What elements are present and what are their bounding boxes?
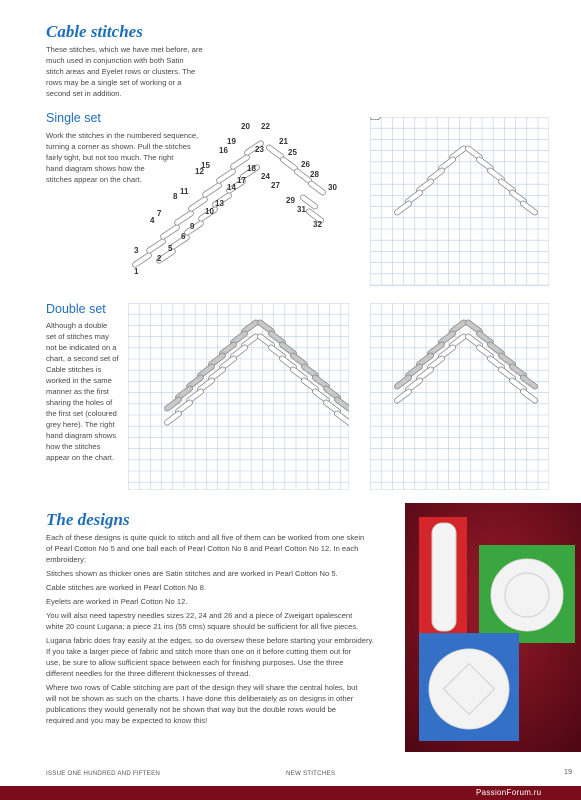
text-line: white 20 count Lugana; a piece 21 ins (55 cms) square should be sufficient for all five pieces. — [46, 622, 359, 631]
text-line: how the stitches — [46, 442, 101, 451]
sequence-number: 14 — [227, 183, 236, 192]
footer-issue: ISSUE ONE HUNDRED AND FIFTEEN — [46, 770, 161, 777]
sequence-number: 17 — [237, 176, 246, 185]
bookmark — [432, 523, 456, 631]
text-line: Work the stitches in the numbered sequence, — [46, 131, 199, 140]
text-line: chart, a second set of — [46, 354, 119, 363]
sequence-number: 29 — [286, 196, 295, 205]
text-line: use, be sure to allow sufficient space between each for finishing purposes. Use the three — [46, 658, 344, 667]
text-line: different needles for the three different thicknesses of thread. — [46, 669, 251, 678]
text-line: publications they would generally not be shown that way but the double rows would be — [46, 705, 337, 714]
text-line: hand diagram shows how the — [46, 164, 145, 173]
text-line: will not be shown as such on the charts. I have done this deliberately as on designs in other — [46, 694, 354, 703]
sequence-number: 26 — [301, 160, 310, 169]
sequence-number: 32 — [313, 220, 322, 229]
sequence-number: 16 — [219, 146, 228, 155]
sequence-number: 10 — [205, 207, 214, 216]
designs-paragraph — [46, 582, 396, 593]
text-line: second set in addition. — [46, 89, 122, 98]
sequence-number: 8 — [173, 192, 178, 201]
sequence-number: 27 — [271, 181, 280, 190]
text-line: of Pearl Cotton No 5 and one ball each of Pearl Cotton No 8 and Pearl Cotton No 12. In each — [46, 544, 359, 553]
text-line: Lugana fabric does fray easily at the edges, so do oversew these before starting your embroidery. — [46, 636, 374, 645]
text-line: appear on the chart. — [46, 453, 114, 462]
text-line: Stitches shown as thicker ones are Satin stitches and are worked in Pearl Cotton No 5. — [46, 569, 338, 578]
text-line: much used in conjunction with both Satin — [46, 56, 184, 65]
double-set-diagram-grid — [128, 303, 349, 490]
designs-paragraph — [46, 682, 396, 726]
text-line: not be indicated on a — [46, 343, 117, 352]
designs-paragraph — [46, 596, 396, 607]
sequence-number: 20 — [241, 122, 250, 131]
sequence-number: 4 — [150, 216, 155, 225]
single-set-numbered-diagram — [125, 116, 350, 286]
text-line: Although a double — [46, 321, 108, 330]
designs-paragraph — [46, 610, 396, 632]
text-line: stitches appear on the chart. — [46, 175, 142, 184]
designs-text — [46, 532, 396, 729]
text-line: the first set (coloured — [46, 409, 117, 418]
cable-stitch — [170, 234, 191, 250]
text-line: If you take a larger piece of fabric and stitch more than one on it before cutting them out for — [46, 647, 352, 656]
cable-stitch — [160, 224, 181, 240]
text-line: stitch areas and Eyelet rows or clusters. The — [46, 67, 196, 76]
text-line: Where two rows of Cable stitching are part of the design they will share the central holes, but — [46, 683, 358, 692]
sequence-number: 2 — [157, 254, 162, 263]
sequence-number: 11 — [180, 187, 189, 196]
sequence-number: 6 — [181, 232, 186, 241]
sequence-number: 12 — [195, 167, 204, 176]
sequence-number: 31 — [297, 205, 306, 214]
text-line: sharing the holes of — [46, 398, 113, 407]
blue-card-motif — [429, 649, 509, 729]
sequence-number: 30 — [328, 183, 337, 192]
subtitle-double-set: Double set — [46, 302, 106, 316]
watermark: PassionForum.ru — [476, 788, 542, 797]
text-line: set of stitches may — [46, 332, 109, 341]
green-card-motif — [491, 559, 563, 631]
designs-paragraph — [46, 568, 396, 579]
text-line: manner as the first — [46, 387, 109, 396]
sequence-number: 3 — [134, 246, 139, 255]
sequence-number: 1 — [134, 267, 139, 276]
sequence-number: 7 — [157, 209, 162, 218]
text-line: grey here). The right — [46, 420, 115, 429]
designs-paragraph — [46, 532, 396, 565]
single-set-chart-grid — [370, 117, 549, 286]
sequence-number: 13 — [215, 199, 224, 208]
cable-stitch — [146, 238, 167, 254]
text-line: fairly tight, but not too much. The right — [46, 153, 174, 162]
sequence-number: 28 — [310, 170, 319, 179]
cable-stitch — [202, 182, 223, 198]
text-line: Cable stitches is — [46, 365, 102, 374]
text-line: hand diagram shows — [46, 431, 117, 440]
text-line: Cable stitches are worked in Pearl Cotton No 8. — [46, 583, 206, 592]
footer-section: NEW STITCHES — [286, 770, 336, 777]
embroidered-cards-photo — [405, 503, 581, 752]
sequence-number: 5 — [168, 244, 173, 253]
text-line: Each of these designs is quite quick to stitch and all five of them can be worked from one skein — [46, 533, 365, 542]
sequence-number: 18 — [247, 164, 256, 173]
sequence-number: 25 — [288, 148, 297, 157]
section-title-cable-stitches: Cable stitches — [46, 22, 143, 41]
text-line: turning a corner as shown. Pull the stitches — [46, 142, 191, 151]
text-line: You will also need tapestry needles sizes 22, 24 and 26 and a piece of Zweigart opalescent — [46, 611, 353, 620]
sequence-number: 23 — [255, 145, 264, 154]
section-title-the-designs: The designs — [46, 510, 130, 529]
cable-intro-text — [46, 44, 231, 99]
text-line: worked in the same — [46, 376, 112, 385]
sequence-number: 9 — [190, 222, 195, 231]
text-line: These stitches, which we have met before, are — [46, 45, 203, 54]
double-set-text — [46, 320, 126, 463]
sequence-number: 24 — [261, 172, 270, 181]
sequence-number: 21 — [279, 137, 288, 146]
sequence-number: 15 — [201, 161, 210, 170]
text-line: required and you may be expected to know this! — [46, 716, 208, 725]
text-line: Eyelets are worked in Pearl Cotton No 12. — [46, 597, 188, 606]
double-set-chart-grid — [370, 303, 549, 490]
text-line: rows may be a single set of working or a — [46, 78, 182, 87]
sequence-number: 19 — [227, 137, 236, 146]
cable-stitch — [370, 117, 380, 120]
text-line: embroidery: — [46, 555, 87, 564]
sequence-number: 22 — [261, 122, 270, 131]
subtitle-single-set: Single set — [46, 111, 101, 125]
cards-illustration — [405, 503, 581, 752]
cable-stitch — [307, 180, 326, 196]
designs-paragraph — [46, 635, 396, 679]
page-number: 19 — [564, 769, 573, 776]
cable-stitch — [216, 168, 237, 184]
